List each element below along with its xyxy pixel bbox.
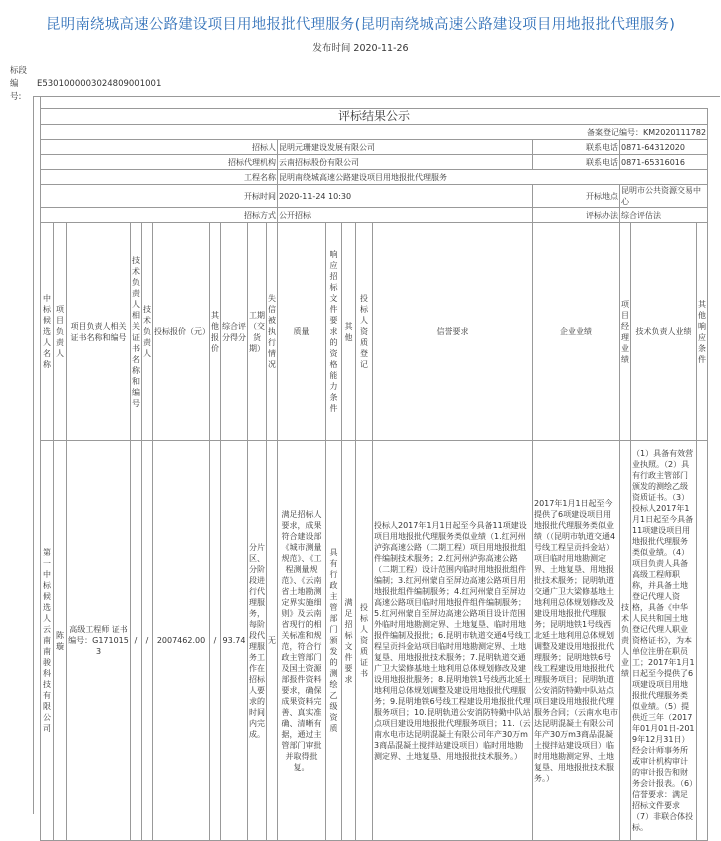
tenderer-phone-label: 联系电话 [533,140,620,155]
header-other-response: 其他响应条件 [697,223,708,441]
header-credit: 信誉要求 [373,223,533,441]
header-tech-lead: 技术负责人 [142,223,153,441]
header-tech-lead-cert: 技术负责人相关证书名称和编号 [131,223,142,441]
candidate-other-price: / [210,441,221,841]
candidate-score: 93.74 [221,441,248,841]
eval-method-label: 评标办法 [533,208,620,223]
candidate-credit: 投标人2017年1月1日起至今具备11项建设项目用地报批代理服务类似业绩（1.红河州泸弥高速公路（二期工程）项目用地报批组件编制技术服务；2.红河州泸弥高速公路（二期工程）设计范围内临时用地报批组件编制；3.红河州蒙自至屏边高速公路项目用地报批组件编制服务；4.红河州蒙自至屏边高速公路项目临时用地报件组件编制服务；5.红河州蒙自至屏边高速公路项目设计范围外临时用地勘测定界、土地复垦、临时用地报件编制及报批；6.昆明市轨道交通4号线工程呈贡抖金站项目临时用地勘测定界、土地复垦、用地报批技术服务；7.昆明轨道交通广卫大梁修基地土地利用总体规划修改及建设用地报批服务；8.昆明地铁1号线西北延土地利用总体规划调整及建设用地报批代理服务；9.昆明地铁6号线工程建设用地报批代理服务项目；10.昆明轨道公安消防特勤中队站点项目建设用地报批代理服务项目；11.（云南水电市达昆明混凝土有限公司年产30万m3商品混凝土搅拌站建设项目）临时用地勘测定界、土地复垦、用地报批技术服务。） [373,441,533,841]
header-project-lead: 项目负责人 [54,223,67,441]
candidate-pm-performance: 技术负责人业绩 [620,441,631,841]
header-bond: 失信被执行情况 [267,223,278,441]
tenderer-phone-value: 0871-64312020 [620,140,708,155]
open-place-value: 昆明市公共资源交易中心 [620,185,708,208]
header-bid-bond: 投标人资质登记 [356,223,373,441]
agency-phone-label: 联系电话 [533,155,620,170]
agency-phone-value: 0871-65316016 [620,155,708,170]
header-pm-performance: 项目经理业绩 [620,223,631,441]
tenderer-label: 招标人 [41,140,278,155]
candidate-tech-performance: （1）具备有效营业执照。（2）具有行政主管部门颁发的测绘乙级资质证书。（3）投标人2017年1月1日起至今具备11项建设项目用地报批代理服务类似业绩。（4）项目负责人具备高级工程师职称，并具备土地登记代理人资格，具备《中华人民共和国土地登记代理人职业资格证书》，为本单位注册在职员工；2017年1月1日起至今提供了6项建设项目用地报批代理服务类似业绩。（5）提供近三年（2017年01月01日-2019年12月31日）经会计师事务所或审计机构审计的审计报告和财务会计报表。（6）信誉要求：满足招标文件要求（7）非联合体投标。 [631,441,697,841]
project-label: 工程名称 [41,170,278,185]
agency-value: 云南招标股份有限公司 [278,155,533,170]
tenderer-value: 昆明元珊建设发展有限公司 [278,140,533,155]
open-time-value: 2020-11-24 10:30 [278,185,533,208]
candidate-response: 具有行政主管部门颁发的测绘乙级资质 [326,441,342,841]
project-value: 昆明南绕城高速公路建设项目用地报批代理服务 [278,170,708,185]
header-candidate-name: 中标候选人名称 [41,223,54,441]
header-lead-cert: 项目负责人相关证书名称和编号 [67,223,131,441]
header-other: 其他 [342,223,356,441]
candidate-other [697,441,708,841]
candidate-tech-lead: / [142,441,153,841]
header-bid-price: 投标报价（元） [153,223,210,441]
open-time-label: 开标时间 [41,185,278,208]
candidate-performance: 2017年1月1日起至今提供了6项建设项目用地报批代理服务类似业绩（（昆明市轨道交通4号线工程呈贡抖金站）项目临时用地勘测定界、土地复垦、用地报批技术服务；昆明轨道交通广卫大梁修基地土地利用总体规划修改及建设用地报批代理服务；昆明地铁1号线西北延土地利用总体规划调整及建设用地报批代理服务；昆明地铁6号线工程建设用地报批代理服务项目；昆明轨道公安消防特勤中队站点项目建设用地报批代理服务合同；（云南水电市达昆明混凝土有限公司年产30万m3商品混凝土搅拌站建设项目）临时用地勘测定界、土地复垦、用地报批技术服务。） [533,441,620,841]
header-performance: 企业业绩 [533,223,620,441]
method-label: 招标方式 [41,208,278,223]
evaluation-result-table [40,108,708,841]
candidate-other-response: 满足招标文件要求 [342,441,356,841]
candidate-bid-bond: 投标人资质证书 [356,441,373,841]
publish-date: 发布时间 2020-11-26 [312,43,409,54]
eval-method-value: 综合评估法 [620,208,708,223]
table-title: 评标结果公示 [41,109,708,125]
open-place-label: 开标地点 [533,185,620,208]
candidate-tech-cert: / [131,441,142,841]
candidate-bid-price: 2007462.00 [153,441,210,841]
header-response: 响应招标文件要求的资格能力条件 [326,223,342,441]
candidate-bond-status: 无 [267,441,278,841]
bid-section-code: E5301000003024809001001 [37,79,162,89]
candidate-name: 第一中标候选人 云南南骏科技有限公司 [41,441,54,841]
header-other-price: 其他报价 [210,223,221,441]
header-period: 工期（交货期） [248,223,267,441]
record-number: 备案登记编号：KM2020111782 [41,125,708,140]
candidate-lead: 陈璇 [54,441,67,841]
candidate-quality: 满足招标人要求，成果符合建设部《城市测量规范》、《工程测量规范》、《云南省土地勘测定界实施细则》及云南省现行的相关标准和规范，符合行政主管部门及国土资源部报件资料要求，确保成果资料完善、真实准确、清晰有据，通过主管部门审批并取得批复。 [278,441,326,841]
header-tech-performance: 技术负责人业绩 [631,223,697,441]
candidate-lead-cert: 高级工程师 证书编号：G1710153 [67,441,131,841]
page-title: 昆明南绕城高速公路建设项目用地报批代理服务(昆明南绕城高速公路建设项目用地报批代理服务) [45,17,676,33]
bid-section-label: 标段编号: [10,66,28,102]
agency-label: 招标代理机构 [41,155,278,170]
method-value: 公开招标 [278,208,533,223]
header-quality: 质量 [278,223,326,441]
header-score: 综合评分得分 [221,223,248,441]
candidate-period: 分片区、分阶段进行代理服务，每阶段代理服务工作在招标人要求的时间内完成。 [248,441,267,841]
